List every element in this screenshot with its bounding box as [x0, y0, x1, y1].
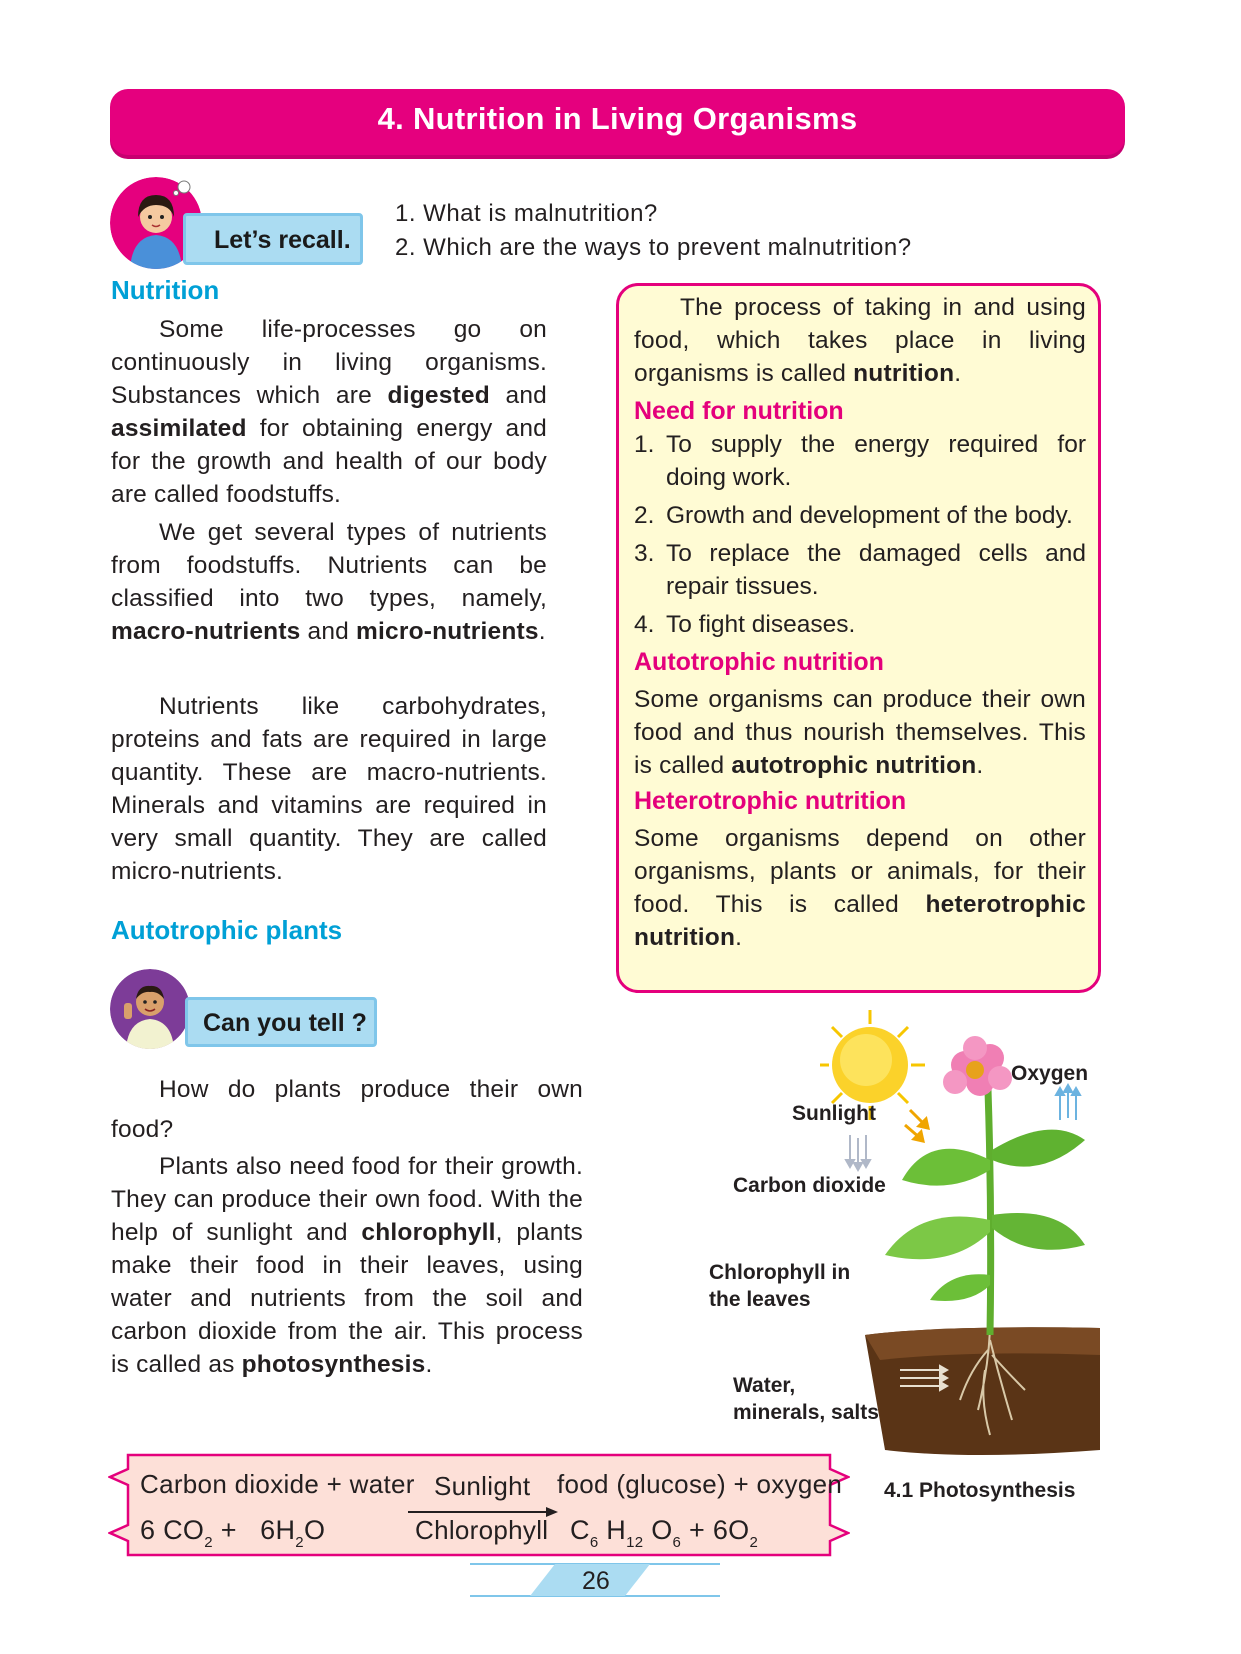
lets-recall-label: Let’s recall.	[214, 226, 351, 254]
list-item: 1. To supply the energy required for doing work.	[634, 431, 1086, 491]
list-item: 4. To fight diseases.	[634, 611, 856, 638]
thought-bubble-icon	[172, 180, 192, 196]
need-for-nutrition-heading: Need for nutrition	[634, 397, 844, 425]
recall-question-2: 2. Which are the ways to prevent malnutrition?	[395, 234, 912, 261]
autotrophic-nutrition-text: Some organisms can produce their own food and thus nourish themselves. This is called autotrophic nutrition.	[634, 686, 1086, 779]
page-number: 26	[582, 1567, 610, 1595]
equation-formula-right: $C_6$ $H_{12}$ $O_6 + 6O_2$	[570, 1515, 759, 1551]
nutrition-paragraph-1: Some life-processes go on continuously in living organisms. Substances which are digested and assimilated for obtaining energy and for the growth and health of our body are called foodstuffs.	[111, 316, 547, 508]
autotrophic-nutrition-heading: Autotrophic nutrition	[634, 648, 884, 676]
oxygen-label: Oxygen	[1011, 1062, 1089, 1085]
need-for-nutrition-list	[634, 428, 1086, 641]
equation-chlorophyll: Chlorophyll	[415, 1515, 549, 1545]
photosynthesis-paragraph: Plants also need food for their growth. They can produce their own food. With the help of sunlight and chlorophyll, plants make their food in their leaves, using water and nutrients from the soil and carbon dioxide from the air. This process is called as photosynthesis.	[111, 1153, 583, 1378]
recall-question-1: 1. What is malnutrition?	[395, 200, 658, 227]
carbon-dioxide-label: Carbon dioxide	[733, 1174, 886, 1197]
autotrophic-plants-heading: Autotrophic plants	[111, 915, 343, 945]
equation-words-right: food (glucose) + oxygen	[557, 1469, 843, 1499]
can-you-tell-label-box	[185, 997, 377, 1047]
tell-question: How do plants produce their own food?	[111, 1076, 583, 1143]
list-item: 3. To replace the damaged cells and repair tissues.	[634, 540, 1086, 600]
water-minerals-label: Water, minerals, salts	[733, 1374, 879, 1424]
figure-caption: 4.1 Photosynthesis	[884, 1479, 1076, 1502]
equation-formula-left: 6 $CO_2$ + $6H_2O$	[140, 1515, 326, 1551]
equation-box	[108, 1453, 850, 1557]
chapter-banner	[110, 89, 1125, 155]
flower-icon	[943, 1036, 1012, 1096]
equation-words-left: Carbon dioxide + water	[140, 1469, 415, 1499]
nutrition-definition-box	[616, 283, 1101, 993]
nutrition-paragraph-2: We get several types of nutrients from foodstuffs. Nutrients can be classified into two types, namely, macro-nutrients and micro-nutrients.	[111, 519, 547, 645]
heterotrophic-nutrition-text: Some organisms depend on other organisms, plants or animals, for their food. This is called heterotrophic nutrition.	[634, 825, 1086, 951]
nutrition-heading: Nutrition	[111, 275, 220, 305]
boy-avatar-icon	[110, 969, 190, 1049]
heterotrophic-nutrition-heading: Heterotrophic nutrition	[634, 787, 907, 815]
equation-sunlight: Sunlight	[434, 1471, 531, 1501]
chlorophyll-label: Chlorophyll in the leaves	[709, 1261, 851, 1311]
sunlight-label: Sunlight	[792, 1102, 876, 1125]
can-you-tell-label: Can you tell ?	[203, 1009, 367, 1037]
nutrition-definition: The process of taking in and using food, which takes place in living organisms is called nutrition.	[634, 294, 1086, 387]
chapter-title: 4. Nutrition in Living Organisms	[377, 101, 858, 136]
nutrition-paragraph-3: Nutrients like carbohydrates, proteins and fats are required in large quantity. These are macro-nutrients. Minerals and vitamins are required in very small quantity. They are called micro-nutrients.	[111, 693, 547, 885]
list-item: 2. Growth and development of the body.	[634, 502, 1073, 529]
lets-recall-label-box	[183, 213, 363, 265]
